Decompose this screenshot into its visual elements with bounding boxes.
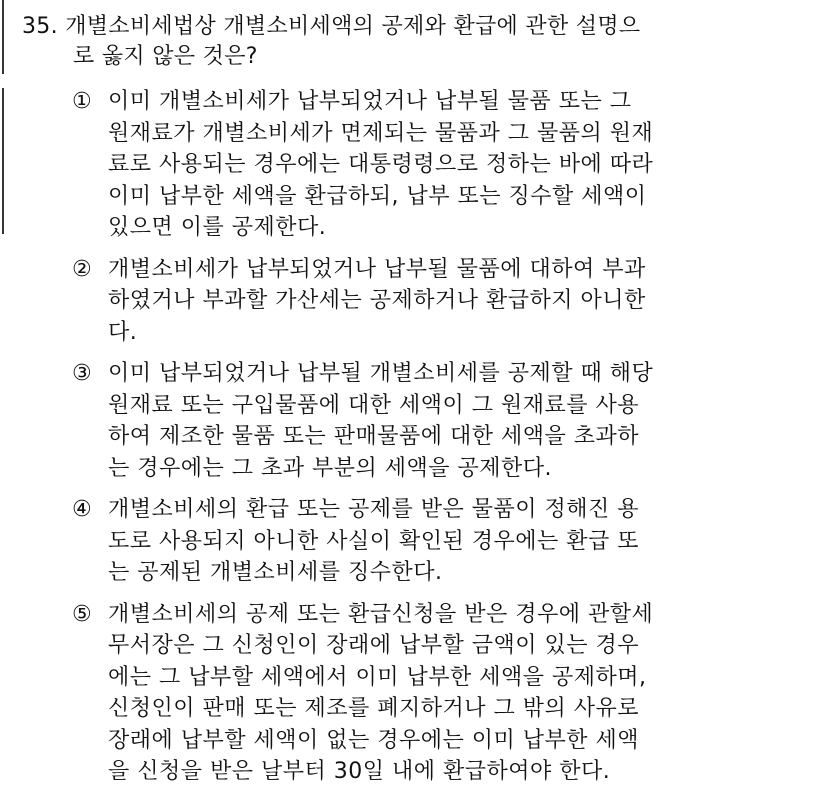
option-line: 이미 납부되었거나 납부될 개별소비세를 공제할 때 해당 [108,361,654,386]
option-line: 개별소비세가 납부되었거나 납부될 물품에 대하여 부과 [108,256,646,282]
option-text-1 [108,86,762,244]
option-line: 에는 그 납부할 세액에서 이미 납부한 세액을 공제하며, [108,664,647,690]
answer-options [72,86,762,798]
answer-option-3[interactable] [72,358,762,484]
answer-option-2[interactable] [72,254,762,349]
option-line: 원재료가 개별소비세가 면제되는 물품과 그 물품의 원재 [108,120,654,146]
option-line: 이미 납부한 세액을 환급하되, 납부 또는 징수할 세액이 [108,183,647,209]
option-line: 는 공제된 개별소비세를 징수한다. [108,560,443,585]
answer-option-1[interactable] [72,86,762,244]
option-line: 개별소비세의 환급 또는 공제를 받은 물품이 정해진 용 [108,497,639,522]
question-text-line-1: 개별소비세법상 개별소비세액의 공제와 환급에 관한 설명으 [65,14,641,39]
option-line: 신청인이 판매 또는 제조를 폐지하거나 그 밖의 사유로 [108,696,639,721]
option-marker-4: ④ [72,497,93,522]
answer-option-5[interactable] [72,599,762,788]
option-marker-1: ① [72,89,93,114]
option-text-4 [108,494,762,589]
option-line: 도로 사용되지 아니한 사실이 확인된 경우에는 환급 또 [108,528,639,554]
option-line: 장래에 납부할 세액이 없는 경우에는 이미 납부한 세액 [108,727,639,753]
margin-rule-top [2,0,4,74]
option-line: 이미 개별소비세가 납부되었거나 납부될 물품 또는 그 [108,89,632,114]
option-line: 료로 사용되는 경우에는 대통령령으로 정하는 바에 따라 [108,152,654,177]
answer-option-4[interactable] [72,494,762,589]
option-marker-2: ② [72,256,93,282]
option-text-3 [108,358,762,484]
option-line: 있으면 이를 공제한다. [108,215,327,240]
option-line: 는 경우에는 그 초과 부분의 세액을 공제한다. [108,455,552,481]
option-line: 다. [108,319,138,345]
option-text-2 [108,254,762,349]
option-line: 하였거나 부과할 가산세는 공제하거나 환급하지 아니한 [108,288,646,313]
option-marker-5: ⑤ [72,601,93,627]
question-text-line-2: 로 옳지 않은 것은? [73,44,258,69]
option-line: 개별소비세의 공제 또는 환급신청을 받은 경우에 관할세 [108,601,654,627]
question-number: 35. [22,14,58,39]
option-marker-3: ③ [72,361,93,386]
question-stem [22,12,812,72]
option-line: 무서장은 그 신청인이 장래에 납부할 금액이 있는 경우 [108,633,639,658]
option-line: 원재료 또는 구입물품에 대한 세액이 그 원재료를 사용 [108,392,639,418]
option-line: 하여 제조한 물품 또는 판매물품에 대한 세액을 초과하 [108,424,639,449]
margin-rule-middle [2,88,4,234]
option-text-5 [108,599,762,788]
option-line: 을 신청을 받은 날부터 30일 내에 환급하여야 한다. [108,759,611,784]
